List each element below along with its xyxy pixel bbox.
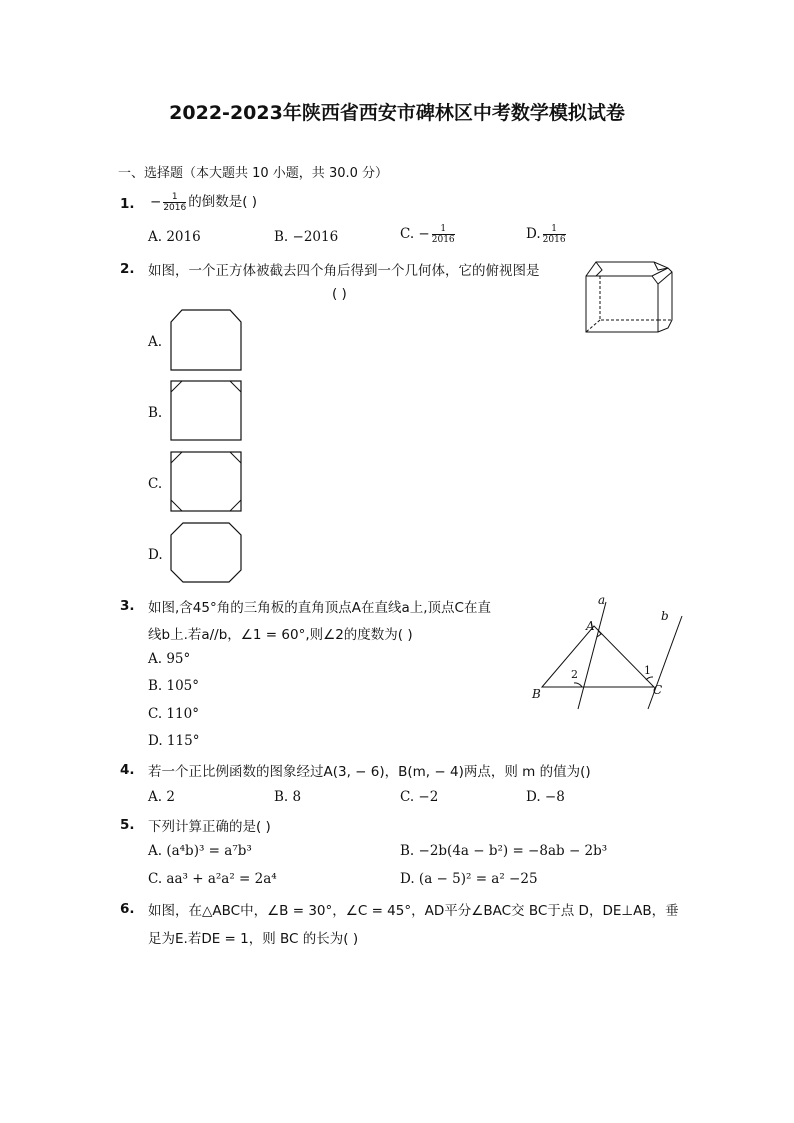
page-title: 2022-2023年陕西省西安市碑林区中考数学模拟试卷	[169, 102, 625, 124]
q5-text: 下列计算正确的是( )	[148, 819, 271, 835]
q1-option-c-fraction	[432, 224, 455, 245]
q2-cube-top-left-cut	[596, 262, 602, 276]
q5-option-d[interactable]: D. (a − 5)² = a² −25	[400, 871, 538, 887]
q2-cube-front-right-edge	[652, 276, 658, 332]
q2-option-c[interactable]: C.	[148, 476, 163, 492]
q2-text: 如图，一个正方体被截去四个角后得到一个几何体，它的俯视图是	[148, 263, 540, 279]
q5-option-b[interactable]: B. −2b(4a − b²) = −8ab − 2b³	[400, 843, 608, 859]
q1-option-d-den: 2016	[542, 235, 566, 245]
q2-cube-hidden-diag	[586, 320, 600, 332]
q3-angle-2-arc	[574, 683, 582, 687]
q5-number: 5.	[120, 817, 135, 833]
q1-text: 的倒数是( )	[188, 194, 258, 210]
q4-number: 4.	[120, 762, 135, 778]
q2-option-b-figure[interactable]	[168, 378, 244, 444]
q1-option-c-prefix: C. −	[400, 226, 430, 242]
q5-option-a[interactable]: A. (a⁴b)³ = a⁷b³	[148, 843, 252, 859]
q3-label-a: a	[598, 593, 606, 607]
q4-option-d[interactable]: D. −8	[526, 789, 565, 805]
q3-label-A: A	[586, 619, 595, 633]
q3-label-b: b	[661, 609, 669, 623]
q2-option-c-figure[interactable]	[168, 449, 244, 515]
q1-option-d[interactable]	[526, 224, 568, 245]
q4-text: 若一个正比例函数的图象经过A(3, − 6)，B(m, − 4)两点，则 m 的值为()	[148, 764, 591, 780]
q3-option-a[interactable]: A. 95°	[148, 651, 191, 667]
q2-number: 2.	[120, 261, 135, 277]
q1-option-c-den: 2016	[431, 235, 455, 245]
q1-option-c-num: 1	[432, 224, 455, 235]
q1-option-c[interactable]	[400, 224, 457, 245]
q1-minus: −	[150, 194, 162, 210]
q2-cube-top-edge	[586, 268, 668, 276]
q4-option-b[interactable]: B. 8	[274, 789, 302, 805]
q3-option-c[interactable]: C. 110°	[148, 706, 199, 722]
q3-label-B: B	[532, 687, 541, 701]
q1-fraction	[163, 192, 186, 213]
q3-line1: 如图,含45°角的三角板的直角顶点A在直线a上,顶点C在直	[148, 600, 491, 616]
q2-option-a-figure[interactable]	[168, 308, 244, 374]
q5-option-c[interactable]: C. aa³ + a²a² = 2a⁴	[148, 871, 277, 887]
q4-option-c[interactable]: C. −2	[400, 789, 439, 805]
q1-option-d-prefix: D.	[526, 226, 541, 242]
q1-option-d-fraction	[543, 224, 566, 245]
q2-option-a[interactable]: A.	[148, 334, 163, 350]
q3-number: 3.	[120, 598, 135, 614]
q2-cube-figure	[582, 254, 676, 336]
q3-label-2: 2	[571, 668, 578, 681]
q2-option-d[interactable]: D.	[148, 547, 163, 563]
q3-angle-1-arc	[646, 677, 653, 680]
q6-line2: 足为E.若DE = 1，则 BC 的长为( )	[148, 931, 359, 947]
q4-option-a[interactable]: A. 2	[148, 789, 175, 805]
q2-paren: ( )	[332, 286, 347, 302]
q3-label-C: C	[653, 683, 663, 697]
q1-stem	[150, 190, 257, 213]
q3-option-d[interactable]: D. 115°	[148, 733, 200, 749]
q3-label-1: 1	[644, 664, 651, 677]
q1-option-b[interactable]: B. −2016	[274, 229, 339, 245]
q2-option-d-figure[interactable]	[168, 520, 244, 586]
q3-triangle	[542, 626, 654, 687]
q1-option-d-num: 1	[543, 224, 566, 235]
q3-option-b[interactable]: B. 105°	[148, 678, 200, 694]
q3-line2: 线b上.若a//b，∠1 = 60°,则∠2的度数为( )	[148, 627, 413, 643]
q1-frac-num: 1	[163, 192, 186, 203]
q1-number: 1.	[120, 196, 135, 212]
q6-number: 6.	[120, 901, 135, 917]
q1-option-a[interactable]: A. 2016	[148, 229, 201, 245]
q1-frac-den: 2016	[163, 202, 187, 213]
q2-option-b[interactable]: B.	[148, 405, 163, 421]
q3-parallel-lines-figure	[528, 592, 692, 714]
q6-line1: 如图，在△ABC中，∠B = 30°，∠C = 45°，AD平分∠BAC交 BC于点 D，DE⊥AB，垂	[148, 903, 679, 919]
section-heading: 一、选择题（本大题共 10 小题，共 30.0 分）	[118, 166, 389, 181]
q2-cube-hidden-back	[600, 276, 658, 320]
q2-cube-right-cut	[658, 272, 672, 284]
